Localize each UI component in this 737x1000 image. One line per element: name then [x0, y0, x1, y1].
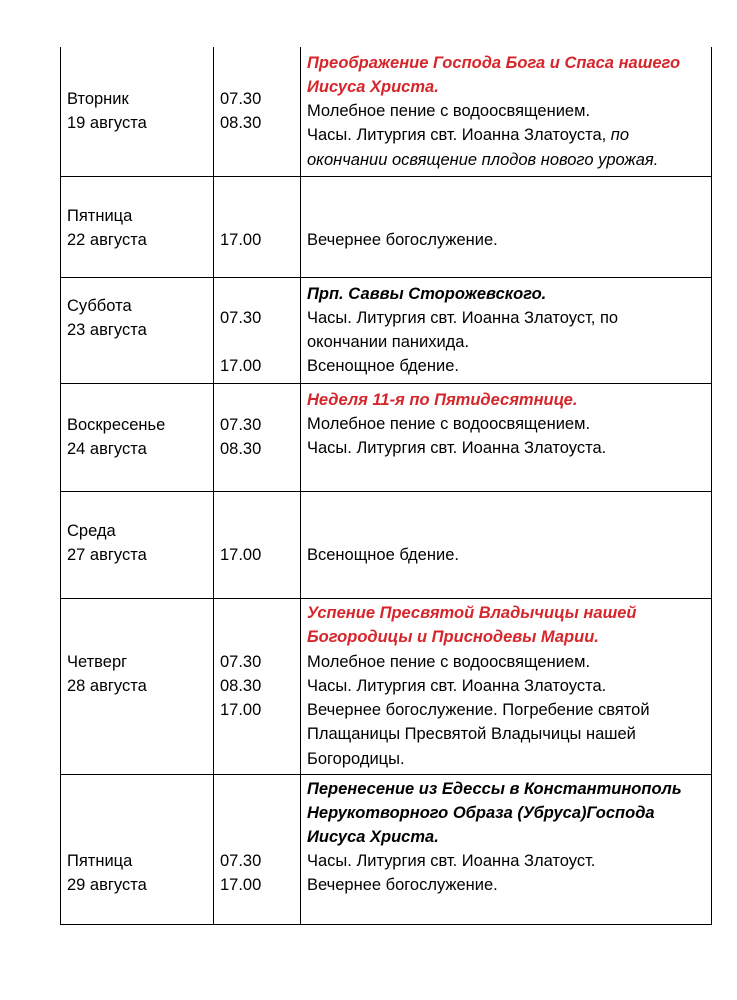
service-description: Вечернее богослужение. Погребение святой	[307, 701, 650, 720]
time-cell	[214, 277, 301, 383]
date: 29 августа	[67, 875, 147, 894]
table-row	[61, 383, 712, 491]
date: 28 августа	[67, 676, 147, 695]
table-row	[61, 176, 712, 277]
day-cell	[61, 277, 214, 383]
service-description: Вечернее богослужение.	[307, 876, 498, 895]
service-description: Плащаницы Пресвятой Владычицы нашей	[307, 725, 636, 744]
feast-title: Успение Пресвятой Владычицы нашей	[307, 604, 637, 623]
time-cell	[214, 774, 301, 924]
weekday: Четверг	[67, 652, 128, 671]
date: 24 августа	[67, 439, 147, 458]
service-description: Часы. Литургия свт. Иоанна Златоуст.	[307, 852, 596, 871]
service-text: Часы. Литургия свт. Иоанна Златоуста,	[307, 126, 611, 145]
description-cell	[301, 774, 712, 924]
service-description: Всенощное бдение.	[307, 357, 459, 376]
day-cell	[61, 383, 214, 491]
weekday: Пятница	[67, 851, 133, 870]
weekday: Суббота	[67, 296, 132, 315]
service-description: Молебное пение с водоосвящением.	[307, 102, 591, 121]
feast-title: Иисуса Христа.	[307, 77, 439, 96]
time-cell	[214, 598, 301, 774]
day-cell	[61, 47, 214, 176]
date: 22 августа	[67, 231, 147, 250]
day-cell	[61, 598, 214, 774]
weekday: Вторник	[67, 90, 129, 109]
date: 23 августа	[67, 320, 147, 339]
service-description: Всенощное бдение.	[307, 546, 459, 565]
service-time: 17.00	[220, 357, 262, 376]
service-time: 08.30	[220, 676, 262, 695]
description-cell	[301, 598, 712, 774]
service-time: 17.00	[220, 701, 262, 720]
service-description: Молебное пение с водоосвящением.	[307, 414, 591, 433]
weekday: Среда	[67, 522, 116, 541]
service-description: Часы. Литургия свт. Иоанна Златоуст, по	[307, 308, 619, 327]
description-cell	[301, 47, 712, 176]
feast-title: Богородицы и Приснодевы Марии.	[307, 628, 599, 647]
table-row	[61, 598, 712, 774]
time-cell	[214, 47, 301, 176]
schedule-table	[60, 47, 712, 925]
service-description: окончании панихида.	[307, 333, 470, 351]
table-row	[61, 47, 712, 176]
service-time: 17.00	[220, 546, 262, 565]
service-description: Богородицы.	[307, 749, 405, 768]
table-row	[61, 277, 712, 383]
service-time: 07.30	[220, 652, 262, 671]
day-cell	[61, 774, 214, 924]
time-cell	[214, 491, 301, 598]
feast-title: Иисуса Христа.	[307, 827, 439, 846]
service-description: Часы. Литургия свт. Иоанна Златоуста.	[307, 438, 607, 457]
description-cell	[301, 383, 712, 491]
feast-title: Неделя 11-я по Пятидесятнице.	[307, 390, 578, 409]
service-description: Молебное пение с водоосвящением.	[307, 652, 591, 671]
table-row	[61, 774, 712, 924]
service-note: по	[610, 126, 630, 145]
feast-title: Преображение Господа Бога и Спаса нашего	[307, 53, 681, 72]
description-cell	[301, 277, 712, 383]
feast-title: Прп. Саввы Сторожевского.	[307, 284, 547, 303]
date: 19 августа	[67, 114, 147, 133]
time-cell	[214, 176, 301, 277]
weekday: Пятница	[67, 207, 133, 226]
service-time: 07.30	[220, 851, 262, 870]
feast-title: Нерукотворного Образа (Убруса)Господа	[307, 803, 655, 822]
weekday: Воскресенье	[67, 415, 166, 434]
service-time: 07.30	[220, 308, 262, 327]
day-cell	[61, 491, 214, 598]
service-description	[307, 123, 705, 147]
service-time: 08.30	[220, 439, 262, 458]
time-cell	[214, 383, 301, 491]
service-time: 08.30	[220, 114, 262, 133]
service-time: 17.00	[220, 875, 262, 894]
service-time: 07.30	[220, 90, 262, 109]
description-cell	[301, 491, 712, 598]
description-cell	[301, 176, 712, 277]
service-description: Часы. Литургия свт. Иоанна Златоуста.	[307, 676, 607, 695]
service-time: 17.00	[220, 231, 262, 250]
service-description: Вечернее богослужение.	[307, 231, 498, 250]
table-row	[61, 491, 712, 598]
service-time: 07.30	[220, 415, 262, 434]
feast-title: Перенесение из Едессы в Константинополь	[307, 779, 682, 798]
day-cell	[61, 176, 214, 277]
date: 27 августа	[67, 546, 147, 565]
service-note: окончании освящение плодов нового урожая.	[307, 150, 659, 169]
